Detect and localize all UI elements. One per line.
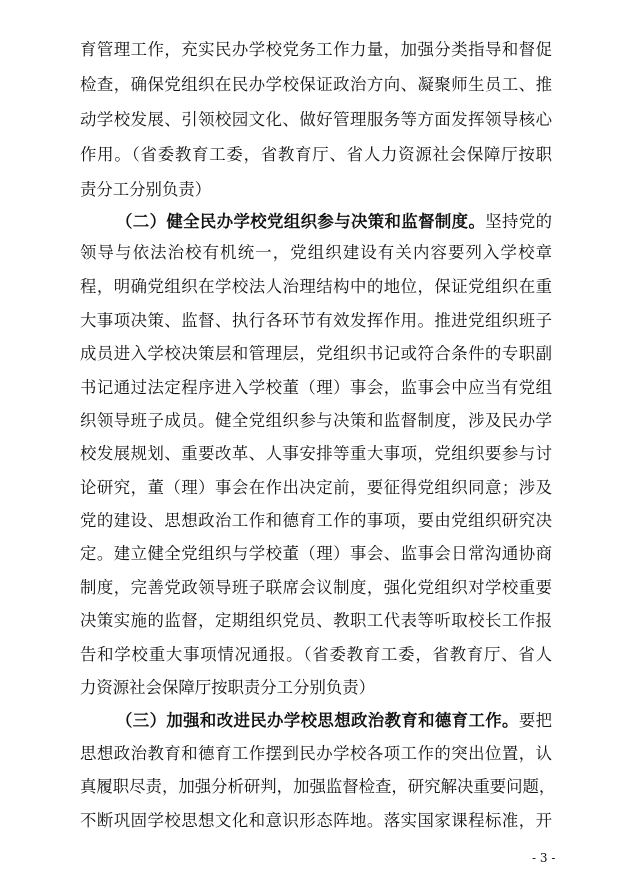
text-line: 力资源社会保障厅按职责分工分别负责） bbox=[80, 678, 376, 697]
text-line: 不断巩固学校思想文化和意识形态阵地。落实国家课程标准，开 bbox=[80, 811, 552, 830]
text-line: 织领导班子成员。健全党组织参与决策和监督制度，涉及民办学 bbox=[80, 411, 552, 430]
text-line: 检查，确保党组织在民办学校保证政治方向、凝聚师生员工、推 bbox=[80, 75, 552, 94]
section-heading-line bbox=[116, 207, 552, 237]
page-number: - 3 - bbox=[532, 851, 556, 865]
section-heading-tail: 要把 bbox=[518, 711, 553, 730]
section-heading-line bbox=[116, 706, 552, 736]
text-line: 思想政治教育和德育工作摆到民办学校各项工作的突出位置，认 bbox=[80, 744, 552, 763]
text-line: 决策实施的监督，定期组织党员、教职工代表等听取校长工作报 bbox=[80, 611, 552, 630]
text-line: 论研究，董（理）事会在作出决定前，要征得党组织同意；涉及 bbox=[80, 478, 552, 497]
text-line: 成员进入学校决策层和管理层，党组织书记或符合条件的专职副 bbox=[80, 344, 552, 363]
text-line: 责分工分别负责） bbox=[80, 180, 212, 199]
text-line: 程，明确党组织在学校法人治理结构中的地位，保证党组织在重 bbox=[80, 277, 552, 296]
text-line: 定。建立健全党组织与学校董（理）事会、监事会日常沟通协商 bbox=[80, 544, 552, 563]
text-line: 校发展规划、重要改革、人事安排等重大事项，党组织要参与讨 bbox=[80, 444, 552, 463]
section-heading: （二）健全民办学校党组织参与决策和监督制度。 bbox=[116, 212, 486, 231]
text-line: 大事项决策、监督、执行各环节有效发挥作用。推进党组织班子 bbox=[80, 311, 552, 330]
text-line: 制度，完善党政领导班子联席会议制度，强化党组织对学校重要 bbox=[80, 578, 552, 597]
text-line: 动学校发展、引领校园文化、做好管理服务等方面发挥领导核心 bbox=[80, 110, 552, 129]
text-line: 告和学校重大事项情况通报。（省委教育工委，省教育厅、省人 bbox=[80, 645, 552, 664]
text-line: 作用。（省委教育工委，省教育厅、省人力资源社会保障厅按职 bbox=[80, 145, 552, 164]
text-line: 真履职尽责，加强分析研判，加强监督检查，研究解决重要问题， bbox=[80, 777, 556, 796]
text-line: 党的建设、思想政治工作和德育工作的事项，要由党组织研究决 bbox=[80, 511, 552, 530]
text-line: 育管理工作，充实民办学校党务工作力量，加强分类指导和督促 bbox=[80, 40, 552, 59]
text-line: 书记通过法定程序进入学校董（理）事会，监事会中应当有党组 bbox=[80, 378, 552, 397]
section-heading-tail: 坚持党的 bbox=[485, 212, 553, 231]
section-heading: （三）加强和改进民办学校思想政治教育和德育工作。 bbox=[116, 711, 519, 730]
text-line: 领导与依法治校有机统一，党组织建设有关内容要列入学校章 bbox=[80, 243, 552, 262]
